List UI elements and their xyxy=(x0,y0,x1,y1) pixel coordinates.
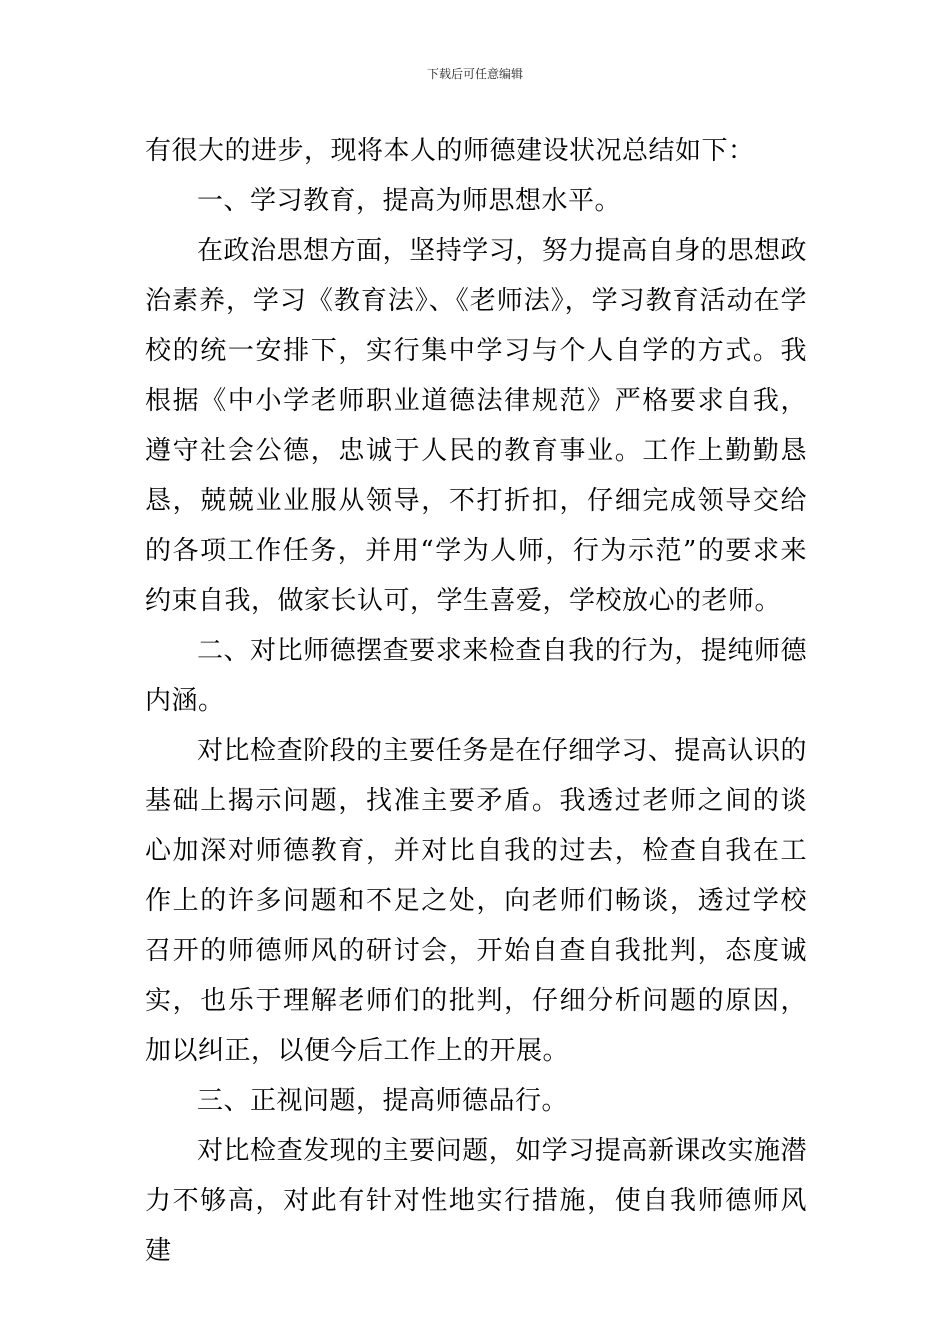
paragraph-3: 对比检查发现的主要问题，如学习提高新课改实施潜力不够高，对此有针对性地实行措施，使自我师德师风建 xyxy=(145,1136,807,1266)
paragraph-2: 对比检查阶段的主要任务是在仔细学习、提高认识的基础上揭示问题，找准主要矛盾。我透过老师之间的谈心加深对师德教育，并对比自我的过去，检查自我在工作上的许多问题和不足之处，向老师们畅谈，透过学校召开的师德师风的研讨会，开始自查自我批判，态度诚实，也乐于理解老师们的批判，仔细分析问题的原因，加以纠正，以便今后工作上的开展。 xyxy=(145,736,807,1066)
paragraph-intro: 有很大的进步，现将本人的师德建设状况总结如下： xyxy=(145,136,755,166)
section-heading-2: 二、对比师德摆查要求来检查自我的行为，提纯师德内涵。 xyxy=(145,636,807,716)
page-header: 下载后可任意编辑 xyxy=(426,67,523,81)
document-body xyxy=(145,126,807,1276)
section-heading-3: 三、正视问题，提高师德品行。 xyxy=(197,1086,569,1116)
section-heading-1: 一、学习教育，提高为师思想水平。 xyxy=(197,186,622,216)
paragraph-1: 在政治思想方面，坚持学习，努力提高自身的思想政治素养，学习《教育法》、《老师法》，学习教育活动在学校的统一安排下，实行集中学习与个人自学的方式。我根据《中小学老师职业道德法律规范》严格要求自我，遵守社会公德，忠诚于人民的教育事业。工作上勤勤恳恳，兢兢业业服从领导，不打折扣，仔细完成领导交给的各项工作任务，并用“学为人师，行为示范”的要求来约束自我，做家长认可，学生喜爱，学校放心的老师。 xyxy=(145,236,807,616)
